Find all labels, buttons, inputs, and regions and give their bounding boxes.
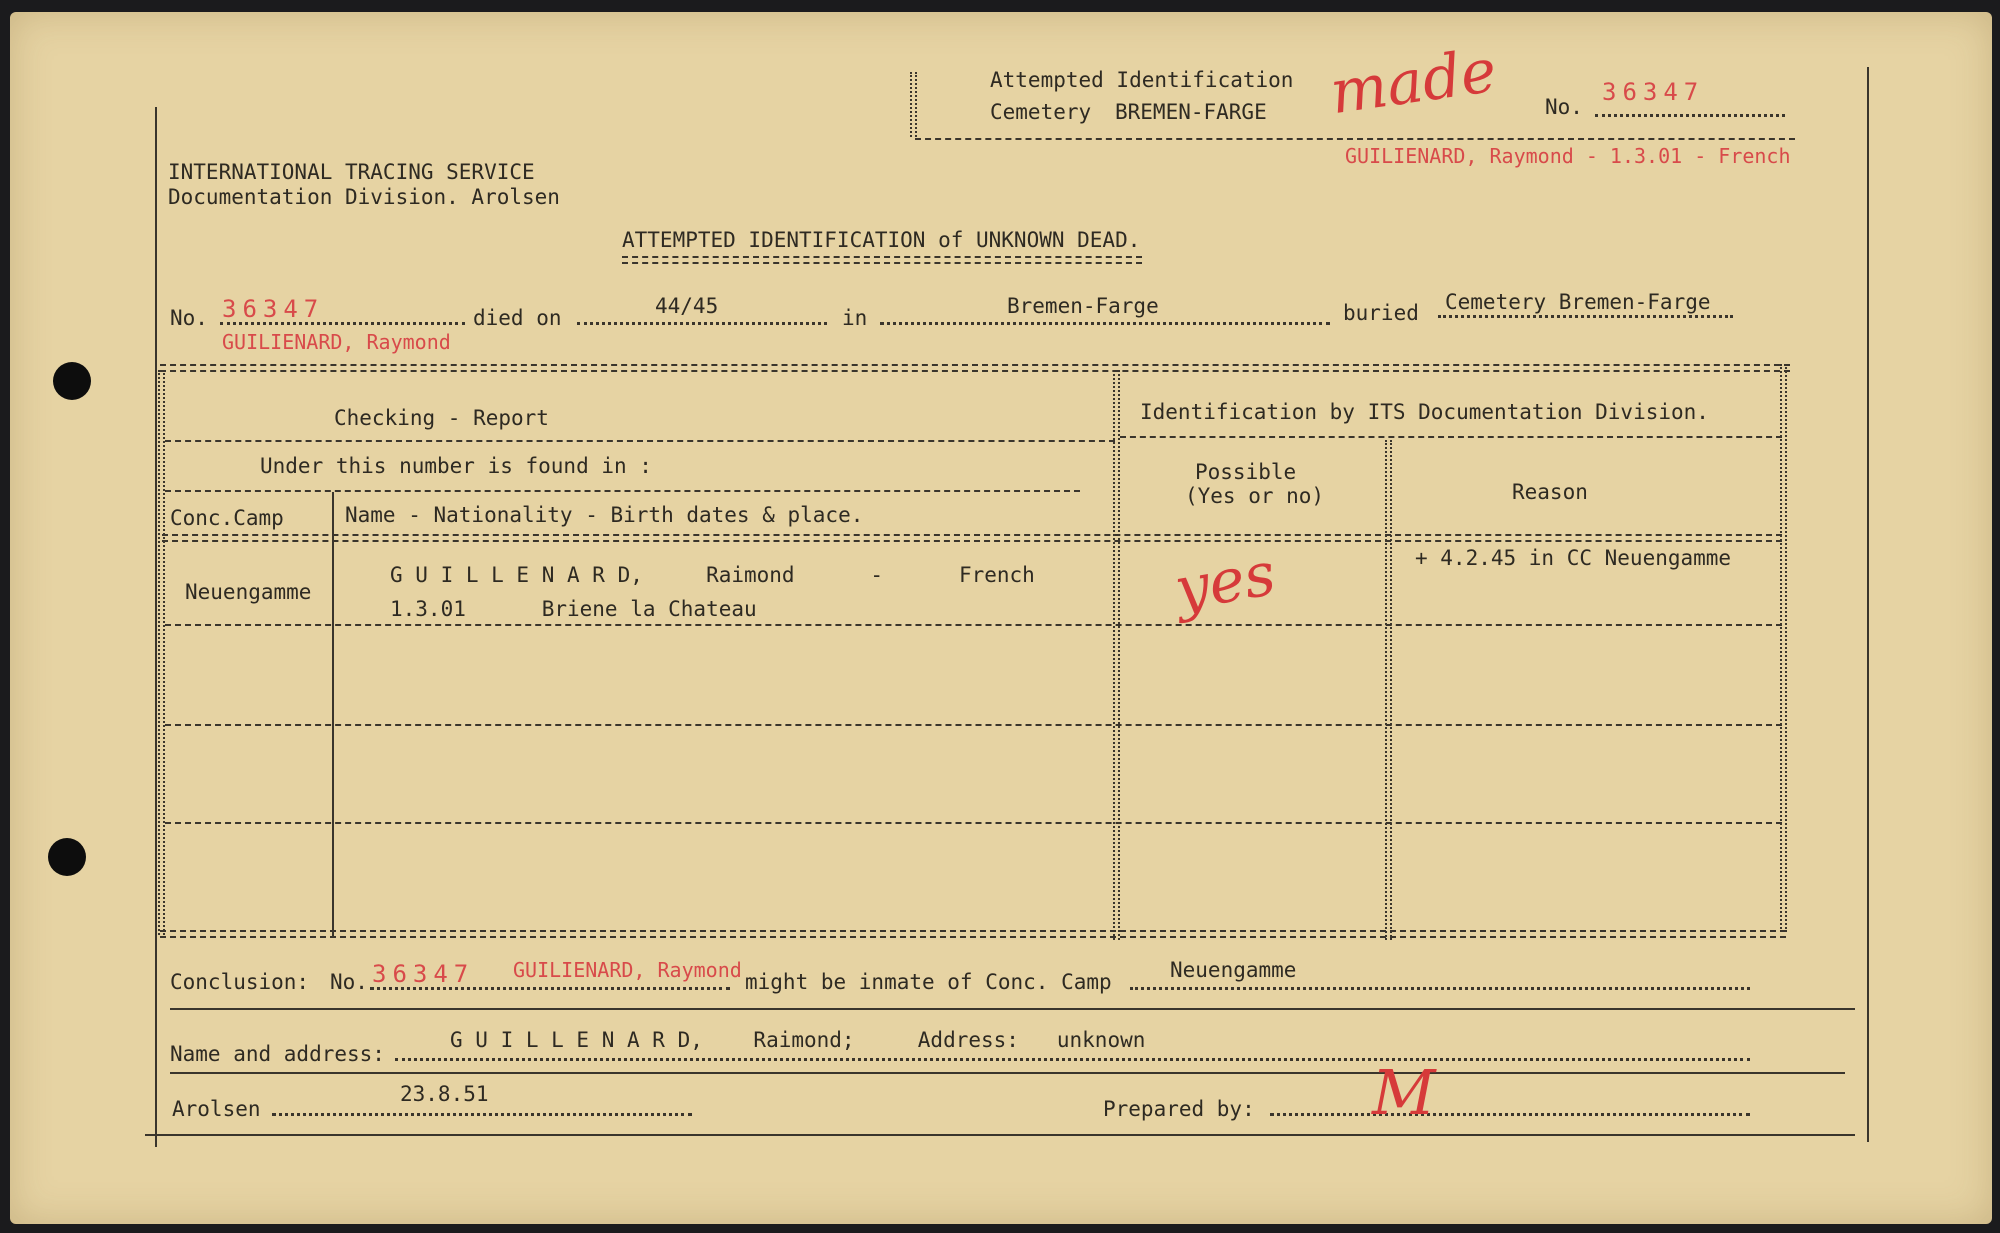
conclusion-no-label: No. <box>330 970 368 994</box>
top-box-underline <box>915 138 1795 140</box>
details-column-header: Name - Nationality - Birth dates & place. <box>345 503 864 527</box>
row-rule-1 <box>165 624 1782 626</box>
buried-dots <box>1438 315 1733 318</box>
conclusion-name-red: GUILIENARD, Raymond <box>513 958 742 982</box>
died-dots <box>577 322 827 325</box>
buried-value: Cemetery Bremen-Farge <box>1445 290 1711 314</box>
conclusion-label: Conclusion: <box>170 970 310 994</box>
table-divider-camp <box>332 492 334 937</box>
prepared-by-initials: M <box>1372 1056 1436 1129</box>
row-details-line2: 1.3.01 Briene la Chateau <box>390 597 757 621</box>
conclusion-rule <box>170 1008 1855 1010</box>
name-address-dots <box>395 1058 1750 1061</box>
title-underline <box>622 256 1142 264</box>
top-box-cemetery-label: Cemetery <box>990 100 1092 124</box>
punch-hole-bottom <box>48 838 86 876</box>
found-in-rule <box>165 490 1080 492</box>
record-no-label: No. <box>170 306 208 330</box>
footer-date-dots <box>272 1113 692 1116</box>
column-header-rule <box>162 534 1782 542</box>
top-box-left-line <box>910 72 917 137</box>
checking-report-header: Checking - Report <box>334 406 549 430</box>
record-card <box>10 12 1992 1224</box>
top-box-no-label: No. <box>1545 95 1583 119</box>
record-name-red: GUILIENARD, Raymond <box>222 330 451 354</box>
conclusion-camp: Neuengamme <box>1170 958 1297 982</box>
identification-header: Identification by ITS Documentation Division. <box>1140 400 1709 424</box>
record-no-value: 36347 <box>222 295 325 323</box>
in-label: in <box>842 306 868 330</box>
table-left-border <box>158 370 165 935</box>
conclusion-middle: might be inmate of Conc. Camp <box>745 970 1112 994</box>
row-rule-3 <box>165 822 1782 824</box>
top-box-handwritten-note: made <box>1325 35 1501 129</box>
table-bottom-border <box>160 930 1786 938</box>
top-box-no-dots <box>1595 114 1785 117</box>
row-details-line1: G U I L L E N A R D, Raimond - French <box>390 563 1035 587</box>
division-name: Documentation Division. Arolsen <box>168 185 560 209</box>
reason-header: Reason <box>1512 480 1588 504</box>
row-possible-handwritten: yes <box>1169 538 1281 626</box>
found-in-label: Under this number is found in : <box>260 454 652 478</box>
org-name: INTERNATIONAL TRACING SERVICE <box>168 160 535 184</box>
camp-column-header: Conc.Camp <box>170 506 284 530</box>
header-rule-left <box>165 440 1115 442</box>
table-right-border <box>1780 364 1787 932</box>
table-divider-main <box>1113 370 1120 940</box>
died-value: 44/45 <box>655 294 719 318</box>
name-address-label: Name and address: <box>170 1042 385 1066</box>
died-label: died on <box>473 306 562 330</box>
in-value: Bremen-Farge <box>1007 294 1159 318</box>
conclusion-camp-dots <box>1130 987 1750 990</box>
table-divider-reason <box>1385 440 1392 940</box>
top-box-red-line: GUILIENARD, Raymond - 1.3.01 - French <box>1345 144 1791 168</box>
in-dots <box>880 322 1330 325</box>
yes-or-no-header: (Yes or no) <box>1185 484 1325 508</box>
possible-header: Possible <box>1195 460 1297 484</box>
frame-right-line <box>1867 67 1869 1142</box>
buried-label: buried <box>1343 301 1419 325</box>
row-rule-2 <box>165 724 1782 726</box>
name-address-rule <box>170 1072 1845 1074</box>
top-box-line1: Attempted Identification <box>990 68 1294 92</box>
row-camp: Neuengamme <box>185 580 312 604</box>
prepared-by-label: Prepared by: <box>1103 1097 1255 1121</box>
frame-bottom-line <box>145 1134 1855 1136</box>
name-address-value: G U I L L E N A R D, Raimond; Address: unknown <box>450 1028 1146 1052</box>
top-box-no-value: 36347 <box>1602 78 1705 106</box>
row-reason: + 4.2.45 in CC Neuengamme <box>1415 546 1732 570</box>
footer-date: 23.8.51 <box>400 1082 489 1106</box>
table-top-border <box>160 364 1790 372</box>
prepared-by-dots <box>1270 1113 1750 1116</box>
footer-place: Arolsen <box>172 1097 261 1121</box>
top-box-cemetery-value: BREMEN-FARGE <box>1115 100 1267 124</box>
conclusion-no-value: 36347 <box>372 960 475 988</box>
page-title: ATTEMPTED IDENTIFICATION of UNKNOWN DEAD. <box>622 228 1141 252</box>
punch-hole-top <box>53 362 91 400</box>
frame-left-line <box>155 107 157 1147</box>
header-rule-right <box>1120 436 1782 438</box>
